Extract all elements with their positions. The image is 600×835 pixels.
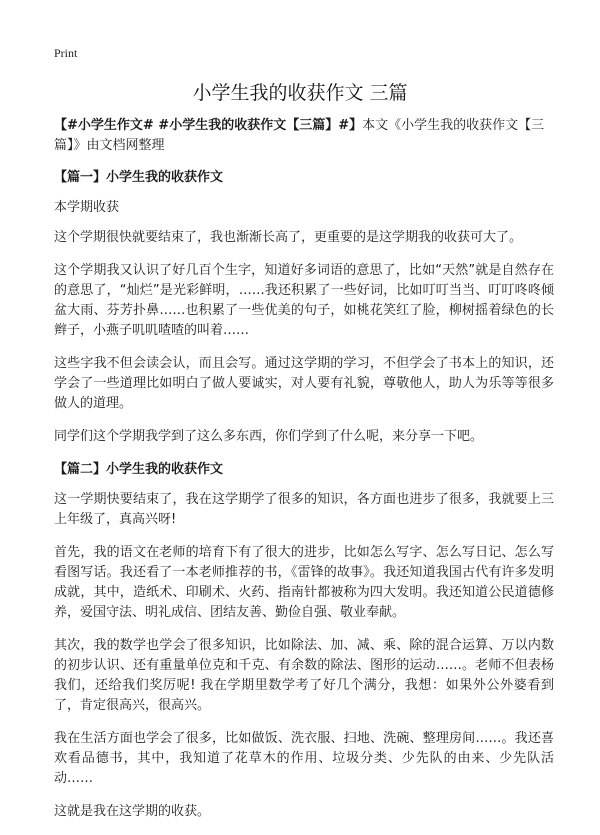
section-1 [54,168,554,447]
paragraph: 这些字我不但会读会认，而且会写。通过这学期的学习，不但学会了书本上的知识，还学会了一些道理比如明白了做人要诚实，对人要有礼貌，尊敬他人，助人为乐等等很多做人的道理。 [54,356,554,411]
document-body [54,116,554,835]
paragraph: 这一学期快要结束了，我在这学期学了很多的知识，各方面也进步了很多，我就要上三上年级了，真高兴呀! [54,492,554,527]
intro-paragraph [54,116,554,156]
paragraph: 其次，我的数学也学会了很多知识，比如除法、加、减、乘、除的混合运算、万以内数的初步认识、还有重量单位克和千克、有余数的除法、图形的运动……。老师不但表杨我们，还给我们奖厉呢! 我在学期里数学考了好几个满分，我想：如果外公外婆看到了，肯定很高兴，很高兴。 [54,638,554,713]
section-2 [54,460,554,822]
paragraph: 这个学期很快就要结束了，我也渐渐长高了，更重要的是这学期我的收获可大了。 [54,230,523,245]
page-title: 小学生我的收获作文 三篇 [192,82,408,104]
paragraph: 这就是我在这学期的收获。 [54,804,211,819]
paragraph: 首先，我的语文在老师的培育下有了很大的进步，比如怎么写字、怎么写日记、怎么写看图写话。我还看了一本老师推荐的书，《雷锋的故事》。我还知道我国古代有许多发明成就，其中，造纸术、印刷术、火药、指南针都被称为四大发明。我还知道公民道德修养，爱国守法、明礼成信、团结友善、勤俭自强、敬业奉献。 [54,545,554,620]
section-heading: 【篇一】小学生我的收获作文 [54,170,224,185]
intro-tags: 【#小学生作文# #小学生我的收获作文【三篇】#】 [54,118,363,133]
intro-text: 本文《小学生我的收获作文【三篇】》由文档网整理 [54,118,545,153]
paragraph: 这个学期我又认识了好几百个生字，知道好多词语的意思了，比如“天然”就是自然存在的意思了，“灿烂”是光彩鲜明，……我还积累了一些好词，比如叮叮当当、叮叮咚咚倾盆大雨、芬芳扑鼻……也积累了一些优美的句子，如桃花笑红了脸，柳树摇着绿色的长辫子，小燕子叽叽喳喳的叫着…… [54,263,554,338]
section-subtitle: 本学期收获 [54,200,120,215]
print-label: Print [54,46,78,60]
paragraph: 我在生活方面也学会了很多，比如做饭、洗衣服、扫地、洗碗、整理房间……。我还喜欢看品德书，其中，我知道了花草木的作用、垃圾分类、少先队的由来、少先队活动…… [54,731,554,786]
section-heading: 【篇二】小学生我的收获作文 [54,462,224,477]
paragraph: 同学们这个学期我学到了这么多东西，你们学到了什么呢，来分享一下吧。 [54,429,484,444]
